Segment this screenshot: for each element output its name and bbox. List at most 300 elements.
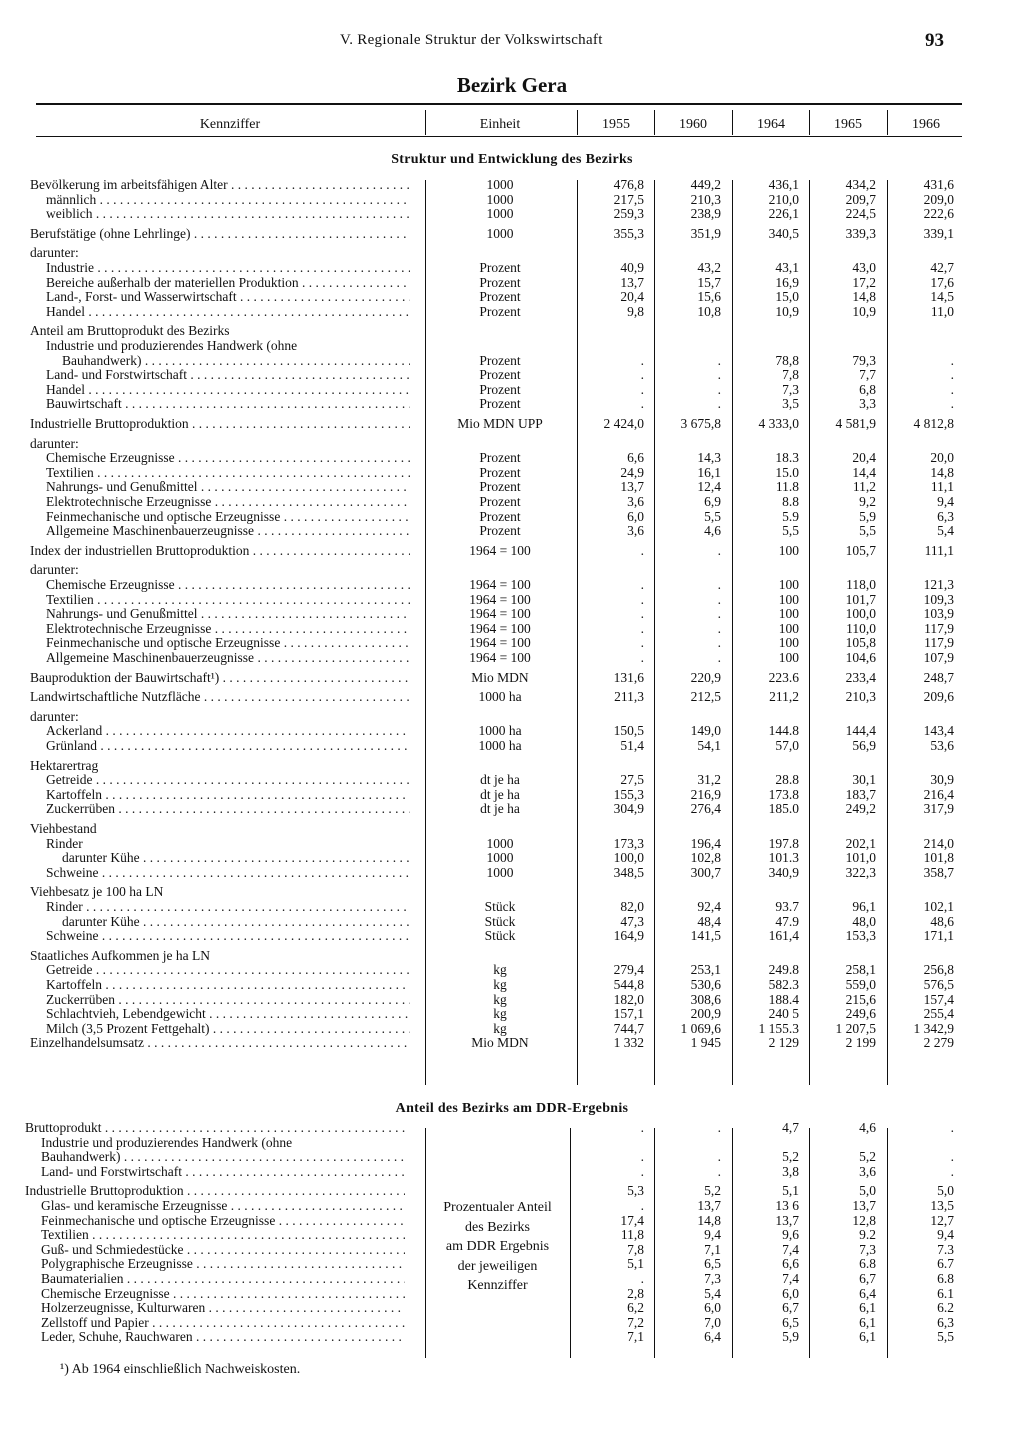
row-value: 5,0: [859, 1183, 876, 1199]
row-value: 14,4: [852, 464, 876, 480]
row-label: Elektrotechnische Erzeugnisse . . .: [46, 494, 410, 509]
row-value: 7,0: [704, 1314, 721, 1330]
row-value: 100: [778, 650, 799, 665]
row-value: 6,6: [782, 1256, 799, 1272]
table-row: [0, 758, 1024, 773]
table-row: [0, 1149, 1024, 1164]
row-value: 5,9: [859, 508, 876, 524]
row-value: 8.8: [782, 494, 799, 509]
row-value: 9,6: [782, 1227, 799, 1243]
row-value: 40,9: [620, 260, 644, 275]
row-value: 30,1: [852, 772, 876, 788]
row-label: Bauhandwerk) . . .: [41, 1149, 405, 1164]
row-value: 210,3: [690, 191, 721, 207]
note-line: am DDR Ergebnis: [445, 1239, 550, 1254]
table-row: [0, 962, 1024, 977]
row-value: 5,5: [782, 523, 799, 539]
row-value: 157,1: [613, 1006, 644, 1022]
row-value: 12,7: [930, 1212, 954, 1228]
row-label: Allgemeine Maschinenbauerzeugnisse . . .: [46, 523, 410, 538]
row-value: 248,7: [923, 669, 954, 685]
row-value: 6,7: [782, 1300, 799, 1316]
row-unit: Prozent: [479, 289, 521, 305]
row-value: .: [640, 1149, 644, 1165]
row-value: 12,4: [697, 479, 721, 495]
row-label: Land- und Forstwirtschaft . . .: [41, 1164, 405, 1179]
row-value: 5,5: [704, 508, 721, 524]
row-value: 355,3: [613, 225, 644, 241]
row-value: 48,6: [930, 913, 954, 929]
row-label: Kartoffeln . . .: [46, 787, 410, 802]
table-row: [0, 821, 1024, 836]
row-value: 3 675,8: [680, 416, 721, 431]
row-value: 4,6: [859, 1120, 876, 1135]
row-value: 100: [778, 542, 799, 558]
row-label: Schweine . . .: [46, 865, 410, 880]
row-value: 131,6: [613, 669, 644, 685]
table-row: [0, 723, 1024, 738]
row-value: 100: [778, 577, 799, 592]
row-unit: 1000: [486, 206, 514, 222]
row-value: 6,4: [704, 1329, 721, 1345]
row-value: 157,4: [923, 991, 954, 1007]
row-label: Bauhandwerk) . . .: [62, 353, 410, 368]
row-label: Allgemeine Maschinenbauerzeugnisse . . .: [46, 650, 410, 665]
row-unit: Mio MDN UPP: [457, 416, 543, 431]
row-value: 7,4: [782, 1241, 799, 1257]
row-value: 7,8: [627, 1241, 644, 1257]
table-row: [0, 709, 1024, 724]
row-value: 109,3: [923, 591, 954, 607]
row-value: 196,4: [690, 835, 721, 851]
table-row: [0, 226, 1024, 241]
row-value: 200,9: [690, 1006, 721, 1022]
row-unit: dt je ha: [480, 772, 520, 788]
table-row: [0, 562, 1024, 577]
row-value: .: [640, 1163, 644, 1179]
row-value: 9,4: [937, 1227, 954, 1243]
row-value: 7,3: [859, 1241, 876, 1257]
row-unit: kg: [493, 962, 507, 978]
row-label: Nahrungs- und Genußmittel . . .: [46, 606, 410, 621]
row-value: 2 279: [923, 1035, 954, 1051]
row-label: Feinmechanische und optische Erzeugnisse . . .: [41, 1213, 405, 1228]
row-unit: 1000: [486, 191, 514, 207]
row-label: Bauwirtschaft . . .: [46, 396, 410, 411]
column-header-unit: Einheit: [479, 117, 521, 132]
row-unit: Prozent: [479, 367, 521, 383]
table-row: [0, 884, 1024, 899]
row-value: 51,4: [620, 738, 644, 753]
row-unit: Prozent: [479, 508, 521, 524]
row-value: 185.0: [768, 801, 799, 817]
row-value: 5,1: [627, 1256, 644, 1272]
row-value: 16,1: [697, 464, 721, 480]
row-value: 144,4: [845, 723, 876, 739]
row-unit: Prozent: [479, 450, 521, 466]
row-value: 182,0: [613, 991, 644, 1007]
row-label: Zuckerrüben . . .: [46, 801, 410, 816]
row-value: 6,4: [859, 1285, 876, 1301]
row-value: 102,8: [690, 850, 721, 866]
row-value: .: [950, 396, 954, 412]
row-label: Kartoffeln . . .: [46, 977, 410, 992]
row-label: Anteil am Bruttoprodukt des Bezirks: [30, 323, 230, 339]
row-value: 744,7: [613, 1020, 644, 1036]
row-value: 530,6: [690, 977, 721, 992]
row-value: 6,1: [859, 1300, 876, 1316]
row-value: 161,4: [768, 928, 799, 944]
row-value: 11,0: [930, 303, 954, 319]
row-value: 5,4: [704, 1285, 721, 1301]
row-value: 43,1: [775, 260, 799, 275]
row-value: 351,9: [690, 225, 721, 241]
row-value: .: [950, 1120, 954, 1135]
row-value: 2 199: [845, 1035, 876, 1051]
table-row: [0, 523, 1024, 538]
row-value: .: [640, 352, 644, 368]
row-label: Textilien . . .: [46, 465, 410, 480]
row-value: 15,0: [775, 289, 799, 305]
row-unit: dt je ha: [480, 786, 520, 802]
row-label: Elektrotechnische Erzeugnisse . . .: [46, 621, 410, 636]
table-row: [0, 323, 1024, 338]
row-value: 13,7: [852, 1198, 876, 1213]
row-value: 3,3: [859, 396, 876, 412]
row-value: 7,4: [782, 1271, 799, 1286]
row-value: 7,8: [782, 367, 799, 383]
note-line: Kennziffer: [467, 1278, 528, 1293]
row-value: 101.3: [768, 850, 799, 866]
table-row: [0, 577, 1024, 592]
row-value: 6,2: [627, 1300, 644, 1316]
table-row: [0, 289, 1024, 304]
row-label: Nahrungs- und Genußmittel . . .: [46, 479, 410, 494]
row-label: Industrie und produzierendes Handwerk (ohne: [46, 338, 298, 353]
table-row: [0, 772, 1024, 787]
row-unit: Prozent: [479, 479, 521, 495]
row-value: 223.6: [768, 669, 799, 685]
row-value: 100: [778, 606, 799, 622]
row-value: 210,3: [845, 689, 876, 705]
row-unit: kg: [493, 1020, 507, 1036]
row-value: 101,7: [845, 591, 876, 607]
row-value: 238,9: [690, 206, 721, 222]
row-value: 256,8: [923, 962, 954, 978]
row-label: Zuckerrüben . . .: [46, 992, 410, 1007]
row-value: 215,6: [845, 991, 876, 1007]
row-label: Polygraphische Erzeugnisse . . .: [41, 1256, 405, 1271]
row-unit: Prozent: [479, 352, 521, 368]
row-value: 13,7: [775, 1212, 799, 1228]
row-label: Einzelhandelsumsatz . . .: [30, 1035, 410, 1050]
table-row: [0, 479, 1024, 494]
row-value: 30,9: [930, 772, 954, 788]
row-value: .: [950, 1149, 954, 1165]
row-value: .: [640, 542, 644, 558]
row-value: 100,0: [845, 606, 876, 622]
row-value: 105,7: [845, 542, 876, 558]
row-value: 43,2: [697, 260, 721, 275]
table-row: [0, 592, 1024, 607]
row-value: 279,4: [613, 962, 644, 978]
row-value: 11,2: [852, 479, 876, 495]
row-value: 5,5: [937, 1329, 954, 1345]
row-value: 93.7: [775, 899, 799, 914]
row-value: 9,4: [937, 494, 954, 509]
column-header-year: 1966: [912, 117, 940, 132]
row-value: 13,7: [620, 479, 644, 495]
row-value: .: [640, 396, 644, 412]
table-row: [0, 635, 1024, 650]
row-value: .: [640, 1198, 644, 1213]
row-value: 27,5: [620, 772, 644, 788]
row-value: 5,1: [782, 1183, 799, 1199]
table-row: [0, 738, 1024, 753]
row-value: 11,1: [930, 479, 954, 495]
table-row: [0, 948, 1024, 963]
row-label: Zellstoff und Papier . . .: [41, 1315, 405, 1330]
row-label: weiblich . . .: [46, 206, 410, 221]
row-label: Industrielle Bruttoproduktion . . .: [30, 416, 410, 431]
row-value: 7,7: [859, 367, 876, 383]
row-value: .: [717, 542, 721, 558]
row-value: 20,4: [620, 289, 644, 305]
column-rule: [577, 110, 578, 135]
row-value: 54,1: [697, 738, 721, 753]
row-unit: 1000: [486, 835, 514, 851]
row-value: 249,2: [845, 801, 876, 817]
column-rule: [887, 110, 888, 135]
row-value: 339,3: [845, 225, 876, 241]
row-value: 6,1: [859, 1314, 876, 1330]
row-label: darunter:: [30, 562, 79, 578]
row-value: 11.8: [775, 479, 799, 495]
row-label: Milch (3,5 Prozent Fettgehalt) . . .: [46, 1021, 410, 1036]
row-value: 348,5: [613, 864, 644, 880]
row-unit: 1964 = 100: [469, 542, 531, 558]
row-value: 6.2: [937, 1300, 954, 1316]
row-label: darunter:: [30, 435, 79, 451]
row-label: Index der industriellen Bruttoproduktion . . .: [30, 543, 410, 558]
row-unit: kg: [493, 977, 507, 992]
row-value: .: [717, 650, 721, 665]
row-unit: 1000 ha: [478, 738, 522, 753]
row-label: Staatliches Aufkommen je ha LN: [30, 947, 210, 963]
note-line: der jeweiligen: [457, 1258, 538, 1274]
table-row: [0, 338, 1024, 353]
table-row: [0, 436, 1024, 451]
row-value: 3,6: [627, 494, 644, 509]
row-unit: dt je ha: [480, 801, 520, 817]
table-row: [0, 850, 1024, 865]
row-value: 209,6: [923, 689, 954, 705]
row-label: Schweine . . .: [46, 928, 410, 943]
row-value: 7,3: [704, 1271, 721, 1286]
row-value: 7,1: [627, 1329, 644, 1345]
row-value: 96,1: [852, 899, 876, 914]
row-value: 188.4: [768, 991, 799, 1007]
row-value: 2 129: [768, 1035, 799, 1051]
row-label: Feinmechanische und optische Erzeugnisse . . .: [46, 635, 410, 650]
row-value: .: [717, 352, 721, 368]
row-value: 5,2: [782, 1149, 799, 1165]
row-value: .: [717, 591, 721, 607]
row-unit: 1000: [486, 225, 514, 241]
table-row: [0, 787, 1024, 802]
row-value: 11,8: [620, 1227, 644, 1243]
row-value: 7,3: [782, 381, 799, 397]
row-unit: 1000 ha: [478, 689, 522, 705]
row-label: Chemische Erzeugnisse . . .: [46, 577, 410, 592]
table-row: [0, 650, 1024, 665]
table-row: [0, 1021, 1024, 1036]
page-number: 93: [925, 30, 944, 51]
row-value: 202,1: [845, 835, 876, 851]
share-note: [425, 1198, 570, 1296]
row-label: Landwirtschaftliche Nutzfläche . . .: [30, 689, 410, 704]
row-value: 5,5: [859, 523, 876, 539]
row-value: 431,6: [923, 177, 954, 192]
row-value: 255,4: [923, 1006, 954, 1022]
row-value: .: [717, 1149, 721, 1165]
row-value: 1 945: [690, 1035, 721, 1051]
row-label: Grünland . . .: [46, 738, 410, 753]
table-row: [0, 494, 1024, 509]
table-row: [0, 836, 1024, 851]
table-row: [0, 1006, 1024, 1021]
row-value: 4 333,0: [758, 416, 799, 431]
row-value: 101,8: [923, 850, 954, 866]
row-value: 2 424,0: [603, 416, 644, 431]
row-unit: 1964 = 100: [469, 577, 531, 592]
row-label: Land- und Forstwirtschaft . . .: [46, 367, 410, 382]
row-value: 6,8: [859, 381, 876, 397]
note-line: Prozentualer Anteil: [443, 1200, 552, 1215]
row-value: 5.9: [782, 508, 799, 524]
row-unit: 1000: [486, 177, 514, 192]
row-label: Rinder . . .: [46, 899, 410, 914]
row-value: 1 342,9: [913, 1020, 954, 1036]
row-value: 300,7: [690, 864, 721, 880]
table-row: [0, 450, 1024, 465]
row-value: 48,0: [852, 913, 876, 929]
row-value: 143,4: [923, 723, 954, 739]
row-value: 110,0: [846, 620, 876, 636]
row-value: .: [640, 650, 644, 665]
row-value: 17,6: [930, 274, 954, 290]
row-value: 17,4: [620, 1212, 644, 1228]
row-label: Holzerzeugnisse, Kulturwaren . . .: [41, 1300, 405, 1315]
row-value: 18.3: [775, 450, 799, 466]
row-value: .: [640, 367, 644, 383]
row-value: 576,5: [923, 977, 954, 992]
row-value: 6.7: [937, 1256, 954, 1272]
row-value: 216,9: [690, 786, 721, 802]
row-value: 449,2: [690, 177, 721, 192]
row-value: 211,2: [769, 689, 799, 705]
row-label: Industrie und produzierendes Handwerk (ohne: [41, 1134, 293, 1150]
row-unit: Stück: [484, 928, 516, 944]
row-value: 13,7: [697, 1198, 721, 1213]
row-value: 12,8: [852, 1212, 876, 1228]
row-value: 24,9: [620, 464, 644, 480]
section-title: Anteil des Bezirks am DDR-Ergebnis: [395, 1101, 629, 1116]
table-row: [0, 1315, 1024, 1330]
row-value: 304,9: [613, 801, 644, 817]
row-value: 9.2: [859, 1227, 876, 1243]
table-row: [0, 304, 1024, 319]
column-header-year: 1960: [679, 117, 707, 132]
row-unit: 1000: [486, 850, 514, 866]
row-value: 149,0: [690, 723, 721, 739]
row-label: Bruttoprodukt . . .: [25, 1120, 405, 1135]
row-value: 233,4: [845, 669, 876, 685]
row-value: 10,9: [852, 303, 876, 319]
row-value: 4 581,9: [835, 416, 876, 431]
row-value: .: [717, 1120, 721, 1135]
row-label: Berufstätige (ohne Lehrlinge) . . .: [30, 226, 410, 241]
row-value: 47,3: [620, 913, 644, 929]
row-value: 6,0: [704, 1300, 721, 1316]
row-label: männlich . . .: [46, 192, 410, 207]
row-value: 340,9: [768, 864, 799, 880]
row-unit: kg: [493, 1006, 507, 1022]
column-rule: [732, 110, 733, 135]
row-value: 582.3: [768, 977, 799, 992]
row-value: 13 6: [775, 1198, 799, 1213]
row-label: Land-, Forst- und Wasserwirtschaft . . .: [46, 289, 410, 304]
row-value: 3,6: [859, 1163, 876, 1179]
row-value: .: [640, 635, 644, 651]
row-unit: 1964 = 100: [469, 606, 531, 622]
row-label: Rinder: [46, 835, 83, 851]
row-value: .: [717, 396, 721, 412]
row-value: 6.1: [937, 1285, 954, 1301]
table-row: [0, 977, 1024, 992]
row-unit: Prozent: [479, 494, 521, 509]
table-row: [0, 1120, 1024, 1135]
row-label: Handel . . .: [46, 304, 410, 319]
row-value: 259,3: [613, 206, 644, 222]
row-value: 16,9: [775, 274, 799, 290]
row-value: 103,9: [923, 606, 954, 622]
row-unit: Stück: [484, 913, 516, 929]
row-value: 13,5: [930, 1198, 954, 1213]
row-value: 15,7: [697, 274, 721, 290]
row-value: 224,5: [845, 206, 876, 222]
table-row: [0, 1035, 1024, 1050]
row-label: Viehbestand: [30, 821, 97, 836]
row-value: 3,6: [627, 523, 644, 539]
row-unit: Prozent: [479, 381, 521, 397]
row-value: 5,3: [627, 1183, 644, 1199]
row-value: 164,9: [613, 928, 644, 944]
table-row: [0, 382, 1024, 397]
row-value: 17,2: [852, 274, 876, 290]
row-value: 14,8: [930, 464, 954, 480]
row-value: 107,9: [923, 650, 954, 665]
column-header-year: 1955: [602, 117, 630, 132]
row-value: .: [717, 381, 721, 397]
table-row: [0, 275, 1024, 290]
row-value: 121,3: [923, 577, 954, 592]
table-row: [0, 465, 1024, 480]
row-value: 153,3: [845, 928, 876, 944]
row-value: 4 812,8: [913, 416, 954, 431]
row-value: .: [717, 620, 721, 636]
row-unit: 1000: [486, 864, 514, 880]
